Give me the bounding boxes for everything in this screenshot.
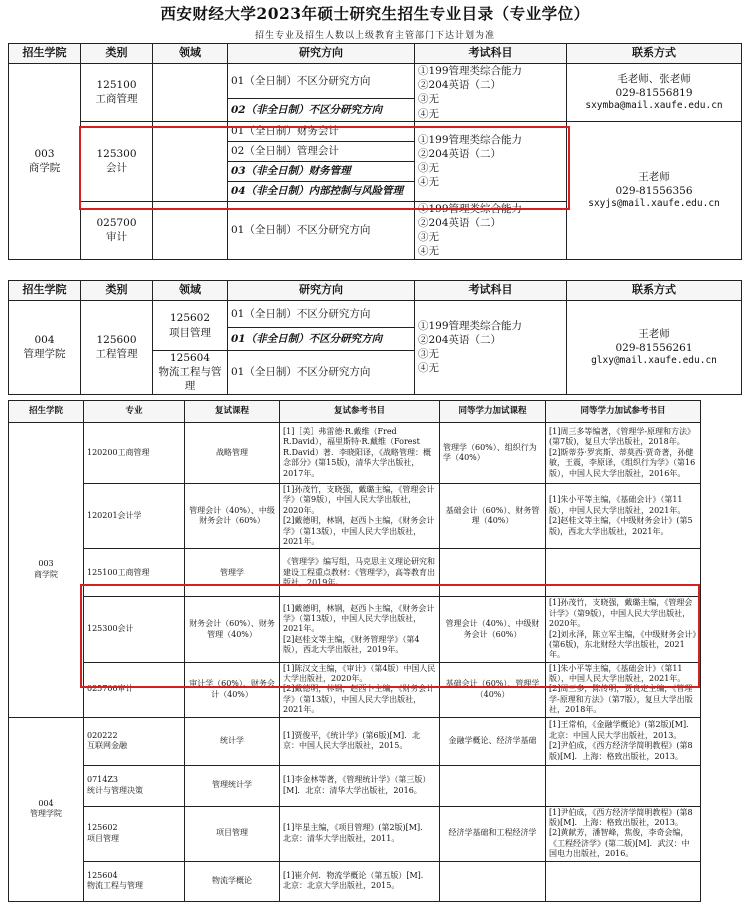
extra-course-cell: 管理会计（40%）、中级财务会计（60%） [440, 597, 546, 662]
extra-books-cell: [1]朱小平等主编，《基础会计》（第11版），中国人民大学出版社，2021年。 [2]周三多，陈传明，贾良定主编，《管理学-原理和方法》（第7版），复旦大学出版社，2018年。 [546, 662, 701, 717]
major-cell: 025700审计 [84, 662, 185, 717]
college-cell: 003 商学院 [9, 423, 84, 718]
header-cell: 领域 [153, 281, 228, 301]
extra-books-cell [546, 861, 701, 901]
table-row [9, 423, 701, 484]
college-cell: 003 商学院 [9, 64, 81, 260]
page-title: 西安财经大学2023年硕士研究生招生专业目录（专业学位） [160, 4, 590, 23]
books-cell: [1]崔介何．物流学概论（第五版）[M]．北京：北京大学出版社，2015。 [280, 861, 440, 901]
books-cell: [1]［美］弗雷德·R.戴维（Fred R.David），福里斯特·R.戴维（Forest R.David）著．李晓阳译，《战略管理：概念部分》(第15版)，清华大学出版社，2017年。 [280, 423, 440, 484]
college-cell: 004 管理学院 [9, 717, 84, 901]
direction-cell: 01（全日制）不区分研究方向 [228, 64, 415, 99]
page-subtitle: 招生专业及招生人数以上级教育主管部门下达计划为准 [254, 31, 495, 41]
course-cell: 管理学 [185, 549, 280, 597]
direction-cell: 01（非全日制）不区分研究方向 [228, 328, 415, 351]
category-cell: 025700 审计 [81, 201, 153, 259]
header-cell: 专业 [84, 401, 185, 423]
header-cell: 招生学院 [9, 401, 84, 423]
books-cell: [1]李金林等著，《管理统计学》（第三版）[M]．北京：清华大学出版社，2016。 [280, 765, 440, 806]
direction-cell: 02（全日制）管理会计 [228, 141, 415, 161]
exam-cell: ①199管理类综合能力 ②204英语（二） ③无 ④无 [415, 301, 567, 395]
extra-course-cell [440, 765, 546, 806]
table-row [9, 861, 701, 901]
header-cell: 考试科目 [415, 44, 567, 64]
books-cell: 《管理学》编写组，马克思主义理论研究和建设工程重点教材：《管理学》，高等教育出版社，2019年。 [280, 549, 440, 597]
table-row [9, 484, 701, 549]
contact-cell: 王老师 029-81556356 sxyjs@mail.xaufe.edu.cn [567, 121, 742, 259]
extra-course-cell: 基础会计（60%）、管理学（40%） [440, 662, 546, 717]
table-row [9, 717, 701, 765]
major-cell: 120201会计学 [84, 484, 185, 549]
header-cell: 类别 [81, 281, 153, 301]
contact-cell: 毛老师、张老师 029-81556819 sxymba@mail.xaufe.edu.cn [567, 64, 742, 122]
catalog-table-management [8, 280, 742, 395]
direction-cell: 04（非全日制）内部控制与风险管理 [228, 181, 415, 201]
course-cell: 战略管理 [185, 423, 280, 484]
college-cell: 004 管理学院 [9, 301, 81, 395]
header-cell: 复试课程 [185, 401, 280, 423]
major-cell: 020222 互联网金融 [84, 717, 185, 765]
extra-books-cell: [1]周三多等编著，《管理学-原理和方法》(第7版)，复旦大学出版社，2018年。 [2]斯蒂芬·罗宾斯、蒂莫西·贾奇著，孙健敏，王震，李原译，《组织行为学》（第16版），中国人民大学出版社，2016年。 [546, 423, 701, 484]
course-cell: 管理会计（40%）、中级财务会计（60%） [185, 484, 280, 549]
header-cell: 同等学力加试参考书目 [546, 401, 701, 423]
course-cell: 审计学（60%）、财务会计（40%） [185, 662, 280, 717]
major-cell: 120200工商管理 [84, 423, 185, 484]
major-cell: 0714Z3 统计与管理决策 [84, 765, 185, 806]
books-cell: [1]贾俊平，《统计学》(第6版)[M]．北京：中国人民大学出版社，2015。 [280, 717, 440, 765]
course-cell: 财务会计（60%）、财务管理（40%） [185, 597, 280, 662]
direction-cell: 01（全日制）不区分研究方向 [228, 201, 415, 259]
direction-cell: 03（非全日制）财务管理 [228, 161, 415, 181]
course-cell: 统计学 [185, 717, 280, 765]
extra-course-cell: 管理学（60%）、组织行为学（40%） [440, 423, 546, 484]
header-cell: 类别 [81, 44, 153, 64]
extra-course-cell [440, 861, 546, 901]
extra-books-cell: [1]王常柏，《金融学概论》(第2版)[M]．北京：中国人民大学出版社，2013。 [2]尹伯成，《西方经济学简明教程》(第8版)[M]．上海：格致出版社，2013。 [546, 717, 701, 765]
field-cell [153, 64, 228, 122]
direction-cell: 01（全日制）财务会计 [228, 121, 415, 141]
direction-cell: 01（全日制）不区分研究方向 [228, 351, 415, 395]
books-cell: [1]陈汉文主编，《审计》（第4版）中国人民大学出版社，2020年。 [2]戴德明，林钢，赵西卜主编，《财务会计学》（第13版），中国人民大学出版社，2021年。 [280, 662, 440, 717]
books-cell: [1]毕星主编，《项目管理》(第2版)[M]．北京：清华大学出版社，2011。 [280, 806, 440, 861]
field-cell: 125604 物流工程与管理 [153, 351, 228, 395]
header-cell: 招生学院 [9, 44, 81, 64]
header-cell: 同等学力加试课程 [440, 401, 546, 423]
extra-books-cell: [1]孙茂竹，支晓强，戴璐主编，《管理会计学》（第9版），中国人民大学出版社，2020年。 [2]刘永泽，陈立军主编，《中级财务会计》(第6版)，东北财经大学出版社，2021年。 [546, 597, 701, 662]
category-cell: 125300 会计 [81, 121, 153, 201]
major-cell: 125604 物流工程与管理 [84, 861, 185, 901]
extra-books-cell [546, 765, 701, 806]
highlight-box-accounting [79, 126, 570, 210]
category-cell: 125100 工商管理 [81, 64, 153, 122]
books-cell: [1]戴德明，林钢，赵西卜主编，《财务会计学》（第13版），中国人民大学出版社，2021年。 [2]赵桂文等主编，《财务管理学》（第4版），西北大学出版社，2019年。 [280, 597, 440, 662]
exam-cell: ①199管理类综合能力 ②204英语（二） ③无 ④无 [415, 201, 567, 259]
header-cell: 考试科目 [415, 281, 567, 301]
table-header-row [9, 44, 742, 64]
extra-books-cell: [1]朱小平等主编，《基础会计》（第11版），中国人民大学出版社，2021年。 [2]赵桂文等主编，《中级财务会计》(第5版)，西北大学出版社，2021年。 [546, 484, 701, 549]
major-cell: 125602 项目管理 [84, 806, 185, 861]
major-cell: 125100工商管理 [84, 549, 185, 597]
header-cell: 招生学院 [9, 281, 81, 301]
exam-cell: ①199管理类综合能力 ②204英语（二） ③无 ④无 [415, 64, 567, 122]
field-cell: 125602 项目管理 [153, 301, 228, 351]
exam-cell: ①199管理类综合能力 ②204英语（二） ③无 ④无 [415, 121, 567, 201]
direction-cell: 02（非全日制）不区分研究方向 [228, 99, 415, 122]
books-cell: [1]孙茂竹，支晓强，戴璐主编，《管理会计学》（第9版），中国人民大学出版社，2020年。 [2]戴德明，林钢，赵西卜主编，《财务会计学》（第13版），中国人民大学出版社，2021年。 [280, 484, 440, 549]
highlight-box-retest [80, 584, 700, 688]
extra-course-cell: 金融学概论、经济学基础 [440, 717, 546, 765]
direction-cell: 01（全日制）不区分研究方向 [228, 301, 415, 328]
header-cell: 领域 [153, 44, 228, 64]
header-cell: 研究方向 [228, 44, 415, 64]
extra-course-cell: 基础会计（60%）、财务管理（40%） [440, 484, 546, 549]
table-row [9, 806, 701, 861]
course-cell: 物流学概论 [185, 861, 280, 901]
extra-course-cell: 经济学基础和工程经济学 [440, 806, 546, 861]
header-cell: 联系方式 [567, 44, 742, 64]
course-cell: 项目管理 [185, 806, 280, 861]
header-cell: 研究方向 [228, 281, 415, 301]
major-cell: 125300会计 [84, 597, 185, 662]
category-cell: 125600 工程管理 [81, 301, 153, 395]
extra-books-cell: [1]尹伯成，《西方经济学简明教程》(第8版)[M]．上海：格致出版社，2013。 [2]黄献芳，潘智峰，焦俊，李奇会编，《工程经济学》(第二版)[M]．武汉：中国电力出版社，2016。 [546, 806, 701, 861]
table-row [9, 765, 701, 806]
header-cell: 复试参考书目 [280, 401, 440, 423]
header-cell: 联系方式 [567, 281, 742, 301]
contact-cell: 王老师 029-81556261 glxy@mail.xaufe.edu.cn [567, 301, 742, 395]
course-cell: 管理统计学 [185, 765, 280, 806]
